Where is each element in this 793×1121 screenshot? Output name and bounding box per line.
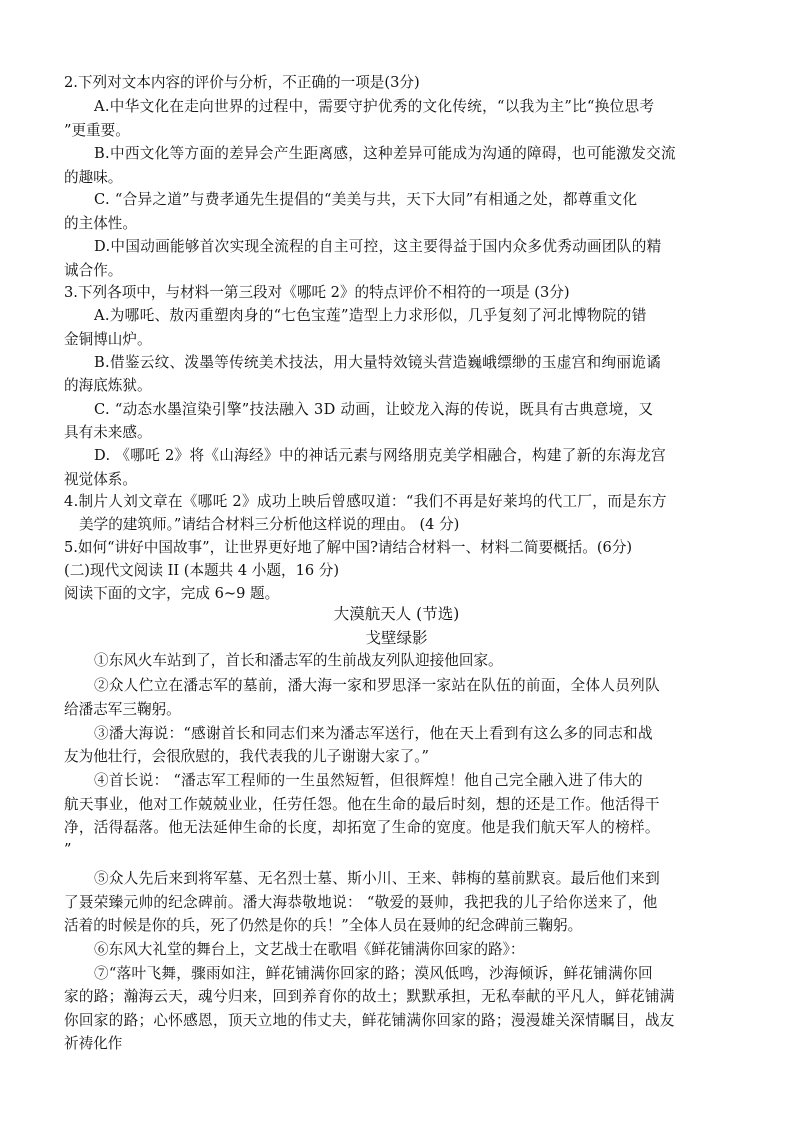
q5-text: 5.如何“讲好中国故事”，让世界更好地了解中国?请结合材料一、材料二简要概括。(6分)	[64, 539, 633, 556]
q3-option-b-line1: B.借鉴云纹、泼墨等传统美术技法，用大量特效镜头营造巍峨缥缈的玉虚宫和绚丽诡谲	[94, 354, 662, 371]
q4-line1: 4.制片人刘文章在《哪吒 2》成功上映后曾感叹道：“我们不再是好莱坞的代工厂，而是东方	[64, 493, 667, 510]
q3-stem: 3.下列各项中，与材料一第三段对《哪吒 2》的特点评价不相符的一项是 (3分)	[64, 284, 570, 301]
section-header: (二)现代文阅读 II (本题共 4 小题，16 分)	[64, 562, 340, 579]
paragraph-6: ⑥东风大礼堂的舞台上，文艺战士在歌唱《鲜花铺满你回家的路》：	[94, 941, 525, 958]
q2-option-a-line2: ”更重要。	[64, 122, 130, 139]
q3-option-b-line2: 的海底炼狱。	[64, 377, 152, 394]
paragraph-7-line4: 祈祷化作	[64, 1035, 123, 1052]
paragraph-4-line2: 航天事业，他对工作兢兢业业，任劳任怨。他在生命的最后时刻，想的还是工作。他活得干	[64, 796, 660, 813]
q2-option-d-line2: 诚合作。	[64, 262, 123, 279]
paragraph-1: ①东风火车站到了，首长和潘志军的生前战友列队迎接他回家。	[94, 652, 503, 669]
q2-option-c-line2: 的主体性。	[64, 215, 137, 232]
q3-option-d-line1: D. 《哪吒 2》将《山海经》中的神话元素与网络朋克美学相融合，构建了新的东海龙宫	[94, 447, 667, 464]
paragraph-3-line1: ③潘大海说：“感谢首长和同志们来为潘志军送行，他在天上看到有这么多的同志和战	[94, 725, 653, 742]
paragraph-2-line2: 给潘志军三鞠躬。	[64, 701, 181, 718]
paragraph-5-line2: 了聂荣臻元帅的纪念碑前。潘大海恭敬地说： “敬爱的聂帅，我把我的儿子给你送来了，他	[64, 894, 658, 911]
q2-option-c-line1: C. “合异之道”与费孝通先生提倡的“美美与共，天下大同”有相通之处，都尊重文化	[94, 191, 638, 208]
paragraph-4-line3: 净，活得磊落。他无法延伸生命的长度，却拓宽了生命的宽度。他是我们航天军人的榜样。	[64, 819, 660, 836]
article-title: 大漠航天人 (节选)	[333, 605, 460, 623]
q3-option-c-line2: 具有未来感。	[64, 424, 152, 441]
paragraph-5-line1: ⑤众人先后来到将军墓、无名烈士墓、斯小川、王来、韩梅的墓前默哀。最后他们来到	[94, 870, 660, 887]
q3-option-a-line2: 金铜博山炉。	[64, 331, 152, 348]
q3-option-c-line1: C. “动态水墨渲染引擎”技法融入 3D 动画，让蛟龙入海的传说，既具有古典意境，又	[94, 401, 654, 418]
paragraph-7-line3: 你回家的路；心怀感恩，顶天立地的伟丈夫，鲜花铺满你回家的路；漫漫雄关深情瞩目，战友	[64, 1012, 675, 1029]
paragraph-3-line2: 友为他壮行，会很欣慰的，我代表我的儿子谢谢大家了。”	[64, 748, 430, 765]
reading-instruction: 阅读下面的文字，完成 6~9 题。	[64, 585, 280, 602]
paragraph-5-line3: 活着的时候是你的兵，死了仍然是你的兵！”全体人员在聂帅的纪念碑前三鞠躬。	[64, 917, 583, 934]
q2-stem: 2.下列对文本内容的评价与分析，不正确的一项是(3分)	[64, 74, 420, 91]
q2-option-b-line1: B.中西文化等方面的差异会产生距离感，这种差异可能成为沟通的障碍，也可能激发交流	[94, 145, 676, 162]
article-author: 戈壁绿影	[365, 629, 428, 647]
paragraph-2-line1: ②众人伫立在潘志军的墓前，潘大海一家和罗思泽一家站在队伍的前面，全体人员列队	[94, 677, 660, 694]
q3-option-a-line1: A.为哪吒、敖丙重塑肉身的“七色宝莲”造型上力求形似，几乎复刻了河北博物院的错	[94, 307, 647, 324]
paragraph-7-line1: ⑦“落叶飞舞，骤雨如注，鲜花铺满你回家的路；漠风低鸣，沙海倾诉，鲜花铺满你回	[94, 965, 653, 982]
paragraph-7-line2: 家的路；瀚海云天，魂兮归来，回到养育你的故土；默默承担，无私奉献的平凡人，鲜花铺满	[64, 988, 675, 1005]
q4-line2: 美学的建筑师。”请结合材料三分析他这样说的理由。 (4 分)	[79, 516, 460, 533]
q2-option-b-line2: 的趣味。	[64, 169, 123, 186]
paragraph-4-line1: ④首长说： “潘志军工程师的一生虽然短暂，但很辉煌！他自己完全融入进了伟大的	[94, 772, 643, 789]
paragraph-4-line4: ”	[64, 841, 72, 858]
q2-option-d-line1: D.中国动画能够首次实现全流程的自主可控，这主要得益于国内众多优秀动画团队的精	[94, 238, 662, 255]
q2-option-a-line1: A.中华文化在走向世界的过程中，需要守护优秀的文化传统，“以我为主”比“换位思考	[94, 98, 655, 115]
q3-option-d-line2: 视觉体系。	[64, 471, 137, 488]
